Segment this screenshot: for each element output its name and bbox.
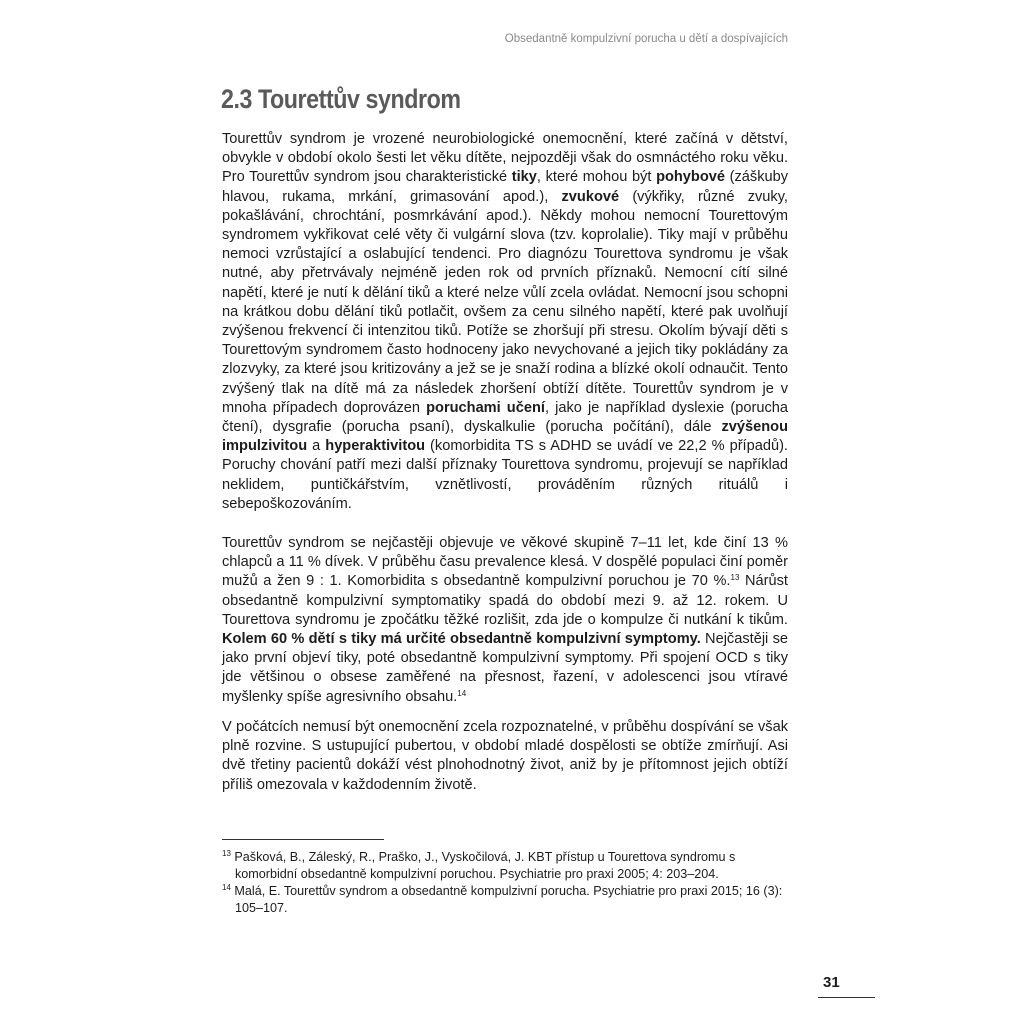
page-number: 31 — [823, 974, 840, 991]
paragraph-text: (komorbidita TS s ADHD se uvádí ve 22,2 % případů). Poruchy chování patří mezi další příznaky Tourettova syndromu, projevují se například neklidem, puntičkářstvím, vznětlivostí, prováděním různých rituálů i sebepoškozováním. — [222, 438, 788, 512]
footnote-text: Malá, E. Tourettův syndrom a obsedantně kompulzivní porucha. Psychiatrie pro praxi 2015; 16 (3): 105–107. — [234, 884, 783, 915]
footnote-reference: 14 — [457, 688, 467, 698]
paragraph-text: V počátcích nemusí být onemocnění zcela rozpoznatelné, v průběhu dospívání se však plně rozvine. S ustupující pubertou, v období mladé dospělosti se obtíže zmírňují. Asi dvě třetiny pacientů dokáží vést plnohodnotný život, aniž by je přítomnost jejich obtíží příliš omezovala v každodenním životě. — [222, 719, 788, 793]
page-number-rule — [818, 997, 875, 998]
paragraph-text: (záškuby hlavou, rukama, mrkání, grimasování apod.), — [222, 169, 789, 205]
footnote-number: 13 — [222, 849, 231, 858]
emphasis-text: tiky — [511, 169, 537, 186]
paragraph-text: Nejčastěji se jako první objeví tiky, poté obsedantně kompulzivní symptomy. Při spojení OCD s tiky jde většinou o obsese zaměřené na přesnost, řazení, v adolescenci jsou vtíravé myšlenky spíše agresivního obsahu. — [222, 631, 788, 705]
emphasis-text: hyperaktivitou — [325, 438, 426, 455]
body-paragraph-2 — [222, 534, 788, 707]
paragraph-text: (výkřiky, různé zvuky, pokašlávání, chrochtání, posmrkávání apod.). Někdy mohou nemocní Tourettovým syndromem vykřikovat celé věty či vulgární slova (tzv. koprolalie). Tiky mají v průběhu nemoci vzrůstající a oslabující tendenci. Pro diagnózu Tourettova syndromu je však nutné, aby přetrvávaly nejméně jeden rok od prvních příznaků. Nemocní cítí silné napětí, které je nutí k dělání tiků a které nelze vůlí zcela ovládat. Nemocní jsou schopni na krátkou dobu dělání tiků potlačit, ovšem za cenu silného napětí, které pak uvolňují zvýšenou frekvencí či intenzitou tiků. Potíže se zhoršují při stresu. Okolím bývají děti s Tourettovým syndromem často hodnoceny jako nevychované a jejich tiky pokládány za zlozvyky, za které jsou kritizovány a jež se je snaží rodina a blízké okolí odnaučit. Tento zvýšený tlak na dítě má za následek zhoršení obtíží dítěte. Tourettův syndrom je v mnoha případech doprovázen — [222, 188, 788, 416]
footnote-reference: 13 — [730, 573, 740, 583]
paragraph-text: a — [307, 438, 326, 455]
paragraph-text: Tourettův syndrom je vrozené neurobiologické onemocnění, které začíná v dětství, obvykle v období okolo šesti let věku dítěte, nejpozději však do osmnáctého roku věku. Pro Tourettův syndrom jsou charakteristické — [222, 131, 788, 186]
body-paragraph-3 — [222, 718, 788, 795]
emphasis-text: Kolem 60 % dětí s tiky má určité obsedantně kompulzivní symptomy. — [222, 631, 701, 648]
emphasis-text: zvýšenou impulzivitou — [222, 419, 788, 455]
paragraph-text: Nárůst obsedantně kompulzivní symptomatiky spadá do období mezi 9. až 12. rokem. U Tourettova syndromu je zpočátku těžké rozlišit, zda jde o kompulze či nutkání k tikům. — [222, 573, 788, 628]
emphasis-text: zvukové — [561, 188, 620, 205]
running-head: Obsedantně kompulzivní porucha u dětí a dospívajících — [504, 33, 788, 45]
paragraph-text: , které mohou být — [536, 169, 657, 186]
footnote-14 — [222, 883, 795, 917]
paragraph-text: Tourettův syndrom se nejčastěji objevuje ve věkové skupině 7–11 let, kde činí 13 % chlapců a 11 % dívek. V průběhu času prevalence klesá. V dospělé populaci činí poměr mužů a žen 9 : 1. Komorbidita s obsedantně kompulzivní poruchou je 70 %. — [222, 535, 788, 590]
emphasis-text: poruchami učení — [426, 399, 545, 416]
footnote-number: 14 — [222, 883, 231, 892]
footnote-text: Pašková, B., Záleský, R., Praško, J., Vyskočilová, J. KBT přístup u Tourettova syndromu s komorbidní obsedantně kompulzivní poruchou. Psychiatrie pro praxi 2005; 4: 203–204. — [234, 850, 736, 881]
emphasis-text: pohybové — [656, 169, 725, 186]
section-title: 2.3 Tourettův syndrom — [221, 84, 461, 114]
body-paragraph-1 — [222, 130, 788, 514]
paragraph-text: , jako je například dyslexie (porucha čtení), dysgrafie (porucha psaní), dyskalkulie (porucha počítání), dále — [222, 399, 788, 436]
footnote-separator — [222, 839, 384, 840]
footnote-13 — [222, 849, 795, 883]
